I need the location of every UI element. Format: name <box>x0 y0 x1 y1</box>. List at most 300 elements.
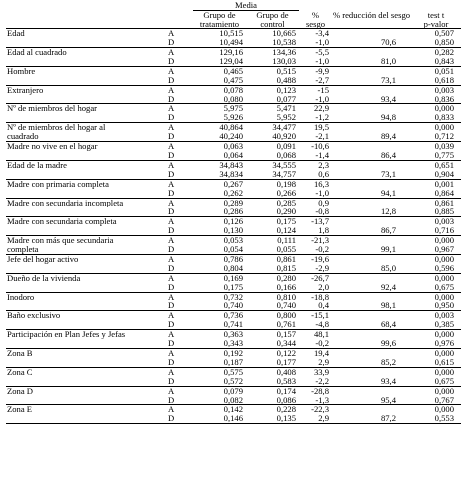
table-row <box>6 292 461 301</box>
sample-code: A <box>166 160 193 169</box>
bias-reduction: 99,6 <box>380 339 396 349</box>
sample-code: A <box>166 254 193 263</box>
variable-label: Madre no vive en el hogar <box>6 142 166 151</box>
variable-label: Dueño de la vivienda <box>6 273 166 282</box>
variable-label: Zona D <box>6 386 166 395</box>
table-row <box>6 207 461 216</box>
bias-percent: 0,9 <box>299 198 332 207</box>
control-mean: 0,111 <box>246 236 299 245</box>
sample-code: D <box>168 75 175 85</box>
bias-reduction <box>332 198 411 207</box>
control-mean: 0,810 <box>246 292 299 301</box>
bias-percent: -5,5 <box>299 48 332 57</box>
p-value: 0,000 <box>411 386 461 395</box>
p-value: 0,618 <box>434 75 454 85</box>
control-mean: 0,815 <box>276 263 296 273</box>
treatment-mean: 0,262 <box>223 188 243 198</box>
variable-label <box>6 283 166 292</box>
sample-code: A <box>166 217 193 226</box>
bias-percent: -22,3 <box>299 405 332 414</box>
bias-reduction: 85,2 <box>380 357 396 367</box>
table-row <box>6 254 461 263</box>
bias-reduction-table <box>6 0 461 424</box>
bias-reduction: 85,0 <box>380 263 396 273</box>
sample-code: D <box>168 38 175 48</box>
sample-code: D <box>168 339 175 349</box>
sample-code: A <box>166 405 193 414</box>
table-row <box>6 396 461 405</box>
bias-reduction <box>332 386 411 395</box>
p-value: 0,775 <box>434 150 454 160</box>
control-mean: 134,36 <box>246 48 299 57</box>
control-mean: 34,555 <box>246 160 299 169</box>
p-value: 0,836 <box>434 94 454 104</box>
variable-label: Hombre <box>6 66 166 75</box>
treatment-mean: 0,146 <box>193 414 246 423</box>
treatment-mean: 0,343 <box>223 339 243 349</box>
control-mean: 0,861 <box>246 254 299 263</box>
control-mean: 10,538 <box>272 38 296 48</box>
treatment-mean: 129,04 <box>219 56 243 66</box>
variable-label <box>6 396 166 405</box>
header-media-row <box>6 0 461 11</box>
control-mean: 0,515 <box>246 66 299 75</box>
bias-percent: -15 <box>299 85 332 94</box>
sample-code: A <box>166 386 193 395</box>
sample-code: D <box>168 113 175 123</box>
bias-reduction <box>332 123 411 132</box>
table-row <box>6 76 461 85</box>
bias-reduction: 93,4 <box>380 376 396 386</box>
treatment-mean: 0,126 <box>193 217 246 226</box>
control-mean: 0,198 <box>246 179 299 188</box>
variable-label: Zona B <box>6 349 166 358</box>
p-value: 0,716 <box>434 226 454 236</box>
control-mean: 0,091 <box>246 142 299 151</box>
variable-label: Edad de la madre <box>6 160 166 169</box>
control-mean: 0,761 <box>276 320 296 330</box>
table-row <box>6 104 461 113</box>
header-control-line2: control <box>260 19 285 29</box>
bias-reduction: 86,7 <box>380 226 396 236</box>
sample-code: A <box>166 198 193 207</box>
p-value: 0,615 <box>434 357 454 367</box>
bias-percent: -4,8 <box>315 320 329 330</box>
treatment-mean: 0,289 <box>193 198 246 207</box>
bias-percent: 0,4 <box>318 301 329 311</box>
bias-percent: -21,3 <box>299 236 332 245</box>
table-row <box>6 170 461 179</box>
control-mean: 0,135 <box>246 414 299 423</box>
bias-percent: -2,9 <box>315 263 329 273</box>
control-mean: 34,757 <box>272 169 296 179</box>
sample-code: D <box>168 301 175 311</box>
bias-percent: -1,2 <box>315 113 329 123</box>
treatment-mean: 0,187 <box>223 357 243 367</box>
bias-percent: -2,7 <box>315 75 329 85</box>
bias-percent: 19,4 <box>299 349 332 358</box>
table-row <box>6 320 461 329</box>
sample-code: A <box>166 85 193 94</box>
table-row <box>6 330 461 339</box>
bias-reduction <box>332 66 411 75</box>
header-test-line1: test t <box>427 10 445 20</box>
p-value: 0,507 <box>411 29 461 38</box>
bias-reduction: 86,4 <box>380 150 396 160</box>
bias-reduction <box>332 236 411 245</box>
treatment-mean: 5,926 <box>223 113 243 123</box>
header-control-line1: Grupo de <box>256 10 289 20</box>
bias-reduction <box>332 217 411 226</box>
sample-code: D <box>168 188 175 198</box>
bias-reduction <box>332 104 411 113</box>
bias-reduction: 12,8 <box>380 207 396 217</box>
table-row <box>6 66 461 75</box>
control-mean: 0,166 <box>276 282 296 292</box>
variable-label <box>6 113 166 122</box>
p-value: 0,596 <box>434 263 454 273</box>
sample-code: A <box>166 330 193 339</box>
sample-code: D <box>168 245 175 255</box>
treatment-mean: 0,267 <box>193 179 246 188</box>
bias-reduction <box>332 367 411 376</box>
control-mean: 0,055 <box>276 245 296 255</box>
control-mean: 130,03 <box>272 56 296 66</box>
table-row <box>6 245 461 254</box>
sample-code: A <box>166 179 193 188</box>
bias-reduction: 73,1 <box>380 169 396 179</box>
bias-percent: -1,0 <box>315 188 329 198</box>
table-row <box>6 349 461 358</box>
bias-percent: -28,8 <box>299 386 332 395</box>
bias-reduction: 92,4 <box>380 282 396 292</box>
variable-label: Madre con primaria completa <box>6 179 166 188</box>
treatment-mean: 0,082 <box>223 395 243 405</box>
p-value: 0,001 <box>411 179 461 188</box>
bias-reduction: 68,4 <box>380 320 396 330</box>
table-row <box>6 160 461 169</box>
control-mean: 0,740 <box>276 301 296 311</box>
table-row <box>6 311 461 320</box>
bias-reduction: 98,1 <box>380 301 396 311</box>
variable-label <box>6 189 166 198</box>
treatment-mean: 34,843 <box>193 160 246 169</box>
sample-code: D <box>168 169 175 179</box>
bias-reduction <box>332 29 411 38</box>
variable-label <box>6 57 166 66</box>
sample-code: D <box>168 263 175 273</box>
sample-code: D <box>168 207 175 217</box>
bias-percent: 19,5 <box>299 123 332 132</box>
control-mean: 10,665 <box>246 29 299 38</box>
p-value: 0,000 <box>411 236 461 245</box>
control-mean: 0,068 <box>276 150 296 160</box>
p-value: 0,675 <box>434 282 454 292</box>
variable-label: Nº de miembros del hogar <box>6 104 166 113</box>
control-mean: 0,266 <box>276 188 296 198</box>
table-row <box>6 386 461 395</box>
p-value: 0,950 <box>434 301 454 311</box>
bias-reduction: 95,4 <box>380 395 396 405</box>
bias-reduction <box>332 142 411 151</box>
bias-percent: -26,7 <box>299 273 332 282</box>
bias-percent: -0,2 <box>315 339 329 349</box>
bias-percent: -13,7 <box>299 217 332 226</box>
bias-percent: 2,9 <box>299 414 332 423</box>
bias-percent: -1,0 <box>315 94 329 104</box>
bias-reduction: 99,1 <box>380 245 396 255</box>
treatment-mean: 10,494 <box>219 38 243 48</box>
bias-percent: -0,2 <box>315 245 329 255</box>
sample-code: A <box>166 349 193 358</box>
control-mean: 0,408 <box>246 367 299 376</box>
variable-label <box>6 151 166 160</box>
table-row <box>6 95 461 104</box>
p-value: 0,712 <box>434 132 454 142</box>
treatment-mean: 0,130 <box>223 226 243 236</box>
table-row <box>6 358 461 367</box>
sample-code: D <box>168 395 175 405</box>
treatment-mean: 0,732 <box>193 292 246 301</box>
variable-label <box>6 226 166 235</box>
variable-label: Madre con secundaria completa <box>6 217 166 226</box>
p-value: 0,000 <box>411 330 461 339</box>
control-mean: 5,471 <box>246 104 299 113</box>
header-media: Media <box>193 0 299 11</box>
control-mean: 0,174 <box>246 386 299 395</box>
treatment-mean: 0,064 <box>223 150 243 160</box>
treatment-mean: 0,740 <box>223 301 243 311</box>
variable-label <box>6 377 166 386</box>
control-mean: 0,086 <box>276 395 296 405</box>
control-mean: 0,344 <box>276 339 296 349</box>
bias-reduction: 94,1 <box>380 188 396 198</box>
treatment-mean: 0,078 <box>193 85 246 94</box>
header-sesgo-line2: sesgo <box>305 19 326 29</box>
header-row-1 <box>6 11 461 20</box>
treatment-mean: 129,16 <box>193 48 246 57</box>
control-mean: 5,952 <box>276 113 296 123</box>
p-value: 0,885 <box>434 207 454 217</box>
bias-percent: -15,1 <box>299 311 332 320</box>
table-row <box>6 273 461 282</box>
bias-percent: -18,8 <box>299 292 332 301</box>
p-value: 0,003 <box>411 85 461 94</box>
bias-percent: -10,6 <box>299 142 332 151</box>
table-row <box>6 405 461 414</box>
treatment-mean: 0,736 <box>193 311 246 320</box>
p-value: 0,000 <box>411 273 461 282</box>
sample-code: A <box>166 273 193 282</box>
bias-reduction <box>332 85 411 94</box>
control-mean: 0,285 <box>246 198 299 207</box>
p-value: 0,967 <box>434 245 454 255</box>
variable-label: cuadrado <box>7 132 39 142</box>
control-mean: 0,583 <box>276 376 296 386</box>
p-value: 0,000 <box>411 254 461 263</box>
treatment-mean: 40,864 <box>193 123 246 132</box>
p-value: 0,000 <box>411 104 461 113</box>
sample-code: D <box>168 357 175 367</box>
variable-label: Edad <box>6 29 166 38</box>
control-mean: 0,123 <box>246 85 299 94</box>
treatment-mean: 0,080 <box>223 94 243 104</box>
treatment-mean: 34,834 <box>219 169 243 179</box>
bias-reduction: 70,6 <box>380 38 396 48</box>
table-row <box>6 414 461 423</box>
treatment-mean: 0,053 <box>193 236 246 245</box>
table-row <box>6 226 461 235</box>
p-value: 0,904 <box>434 169 454 179</box>
control-mean: 0,175 <box>246 217 299 226</box>
control-mean: 0,228 <box>246 405 299 414</box>
p-value: 0,675 <box>434 376 454 386</box>
bias-reduction: 94,8 <box>380 113 396 123</box>
p-value: 0,039 <box>411 142 461 151</box>
treatment-mean: 0,804 <box>223 263 243 273</box>
header-test-line2: p-valor <box>423 19 449 29</box>
treatment-mean: 0,054 <box>223 245 243 255</box>
bias-percent: -1,0 <box>315 56 329 66</box>
variable-label <box>6 301 166 310</box>
treatment-mean: 0,363 <box>193 330 246 339</box>
treatment-mean: 0,175 <box>223 282 243 292</box>
sample-code: A <box>166 236 193 245</box>
table-row <box>6 57 461 66</box>
p-value: 0,000 <box>411 349 461 358</box>
variable-label <box>6 339 166 348</box>
bias-percent: -3,4 <box>299 29 332 38</box>
p-value: 0,976 <box>434 339 454 349</box>
bias-percent: 2,9 <box>318 357 329 367</box>
table-row <box>6 38 461 47</box>
treatment-mean: 0,079 <box>193 386 246 395</box>
bias-reduction <box>332 254 411 263</box>
sample-code: A <box>166 311 193 320</box>
sample-code: D <box>168 150 175 160</box>
sample-code: D <box>168 226 175 236</box>
bias-percent: -1,4 <box>315 150 329 160</box>
treatment-mean: 0,286 <box>223 207 243 217</box>
table-row <box>6 48 461 57</box>
bias-percent: 2,3 <box>299 160 332 169</box>
control-mean: 0,124 <box>276 226 296 236</box>
control-mean: 0,800 <box>246 311 299 320</box>
sample-code: A <box>166 123 193 132</box>
treatment-mean: 0,786 <box>193 254 246 263</box>
p-value: 0,843 <box>434 56 454 66</box>
variable-label <box>6 414 166 423</box>
bias-reduction <box>332 179 411 188</box>
bias-percent: -1,0 <box>315 38 329 48</box>
bias-reduction: 73,1 <box>380 75 396 85</box>
control-mean: 0,157 <box>246 330 299 339</box>
treatment-mean: 0,572 <box>223 376 243 386</box>
table-row <box>6 264 461 273</box>
variable-label: Madre con secundaria incompleta <box>6 198 166 207</box>
variable-label: Inodoro <box>6 292 166 301</box>
sample-code: D <box>168 320 175 330</box>
bias-reduction <box>332 330 411 339</box>
variable-label: Participación en Plan Jefes y Jefas <box>6 330 166 339</box>
treatment-mean: 0,475 <box>223 75 243 85</box>
bias-percent: 22,9 <box>299 104 332 113</box>
sample-code: D <box>168 94 175 104</box>
treatment-mean: 0,169 <box>193 273 246 282</box>
variable-label <box>6 358 166 367</box>
sample-code: D <box>166 414 193 423</box>
p-value: 0,767 <box>434 395 454 405</box>
bias-percent: -19,6 <box>299 254 332 263</box>
header-treatment-line1: Grupo de <box>203 10 236 20</box>
bias-percent: 0,6 <box>318 169 329 179</box>
bias-reduction: 93,4 <box>380 94 396 104</box>
p-value: 0,833 <box>434 113 454 123</box>
p-value: 0,553 <box>411 414 461 423</box>
variable-label <box>6 170 166 179</box>
variable-label <box>6 76 166 85</box>
variable-label: Edad al cuadrado <box>6 48 166 57</box>
bias-percent: -0,8 <box>315 207 329 217</box>
variable-label: Madre con más que secundaria <box>6 236 166 245</box>
bias-reduction: 89,4 <box>380 132 396 142</box>
sample-code: A <box>166 29 193 38</box>
bias-percent: 2,0 <box>318 282 329 292</box>
treatment-mean: 10,515 <box>193 29 246 38</box>
control-mean: 0,290 <box>276 207 296 217</box>
p-value: 0,861 <box>411 198 461 207</box>
variable-label <box>6 320 166 329</box>
control-mean: 0,077 <box>276 94 296 104</box>
bias-reduction <box>332 405 411 414</box>
p-value: 0,003 <box>411 311 461 320</box>
variable-label: Baño exclusivo <box>6 311 166 320</box>
header-treatment-line2: tratamiento <box>199 19 240 29</box>
treatment-mean: 0,142 <box>193 405 246 414</box>
header-row-2 <box>6 20 461 29</box>
table-row <box>6 142 461 151</box>
sample-code: A <box>166 142 193 151</box>
bias-reduction: 81,0 <box>380 56 396 66</box>
header-reduction: % reducción del sesgo <box>332 10 411 20</box>
treatment-mean: 40,240 <box>219 132 243 142</box>
header-sesgo-line1: % <box>311 10 320 20</box>
sample-code: A <box>166 104 193 113</box>
sample-code: A <box>166 48 193 57</box>
sample-code: A <box>166 367 193 376</box>
table-row <box>6 123 461 132</box>
variable-label <box>6 95 166 104</box>
table-row <box>6 29 461 38</box>
variable-label: Extranjero <box>6 85 166 94</box>
sample-code: D <box>168 56 175 66</box>
control-mean: 0,488 <box>276 75 296 85</box>
table-row <box>6 113 461 122</box>
bias-percent: -9,9 <box>299 66 332 75</box>
p-value: 0,850 <box>434 38 454 48</box>
bias-reduction: 87,2 <box>332 414 411 423</box>
bias-reduction <box>332 292 411 301</box>
bias-percent: -1,3 <box>315 395 329 405</box>
treatment-mean: 0,192 <box>193 349 246 358</box>
control-mean: 0,122 <box>246 349 299 358</box>
treatment-mean: 0,465 <box>193 66 246 75</box>
p-value: 0,000 <box>411 123 461 132</box>
variable-label: Zona C <box>6 367 166 376</box>
variable-label: Jefe del hogar activo <box>6 254 166 263</box>
p-value: 0,000 <box>411 292 461 301</box>
table-row <box>6 151 461 160</box>
